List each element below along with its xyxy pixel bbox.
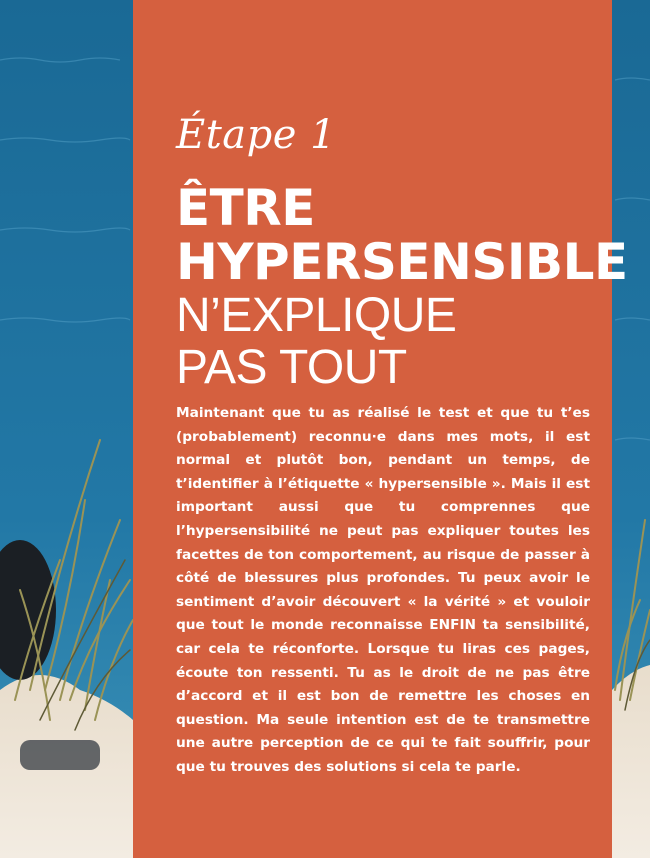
- title-line-4: PAS TOUT: [176, 341, 407, 394]
- body-paragraph: Maintenant que tu as réalisé le test et que tu t’es (probablement) reconnu·e dans mes mots, il est normal et plutôt bon, pendant un temps, de t’identifier à l’étiquette « hypersensible ». Mais il est important aussi que tu comprennes que l’hypersensibilité ne peut pas expliquer toutes les facettes de ton comportement, au risque de passer à côté de blessures plus profondes. Tu peux avoir le sentiment d’avoir découvert « la vérité » et vouloir que tout le monde reconnaisse ENFIN ta sensibilité, car cela te réconforte. Lorsque tu liras ces pages, écoute ton ressenti. Tu as le droit de ne pas être d’accord et il est bon de remettre les choses en question. Ma seule intention est de te transmettre une autre perception de ce qui te fait souffrir, pour que tu trouves des solutions si cela te parle.: [176, 405, 590, 775]
- title-line-3: N’EXPLIQUE: [176, 289, 457, 342]
- dark-shadow: [20, 740, 100, 770]
- title-line-2: HYPERSENSIBLE: [176, 233, 628, 291]
- title-line-1: ÊTRE: [176, 179, 315, 237]
- step-label: Étape 1: [176, 112, 337, 158]
